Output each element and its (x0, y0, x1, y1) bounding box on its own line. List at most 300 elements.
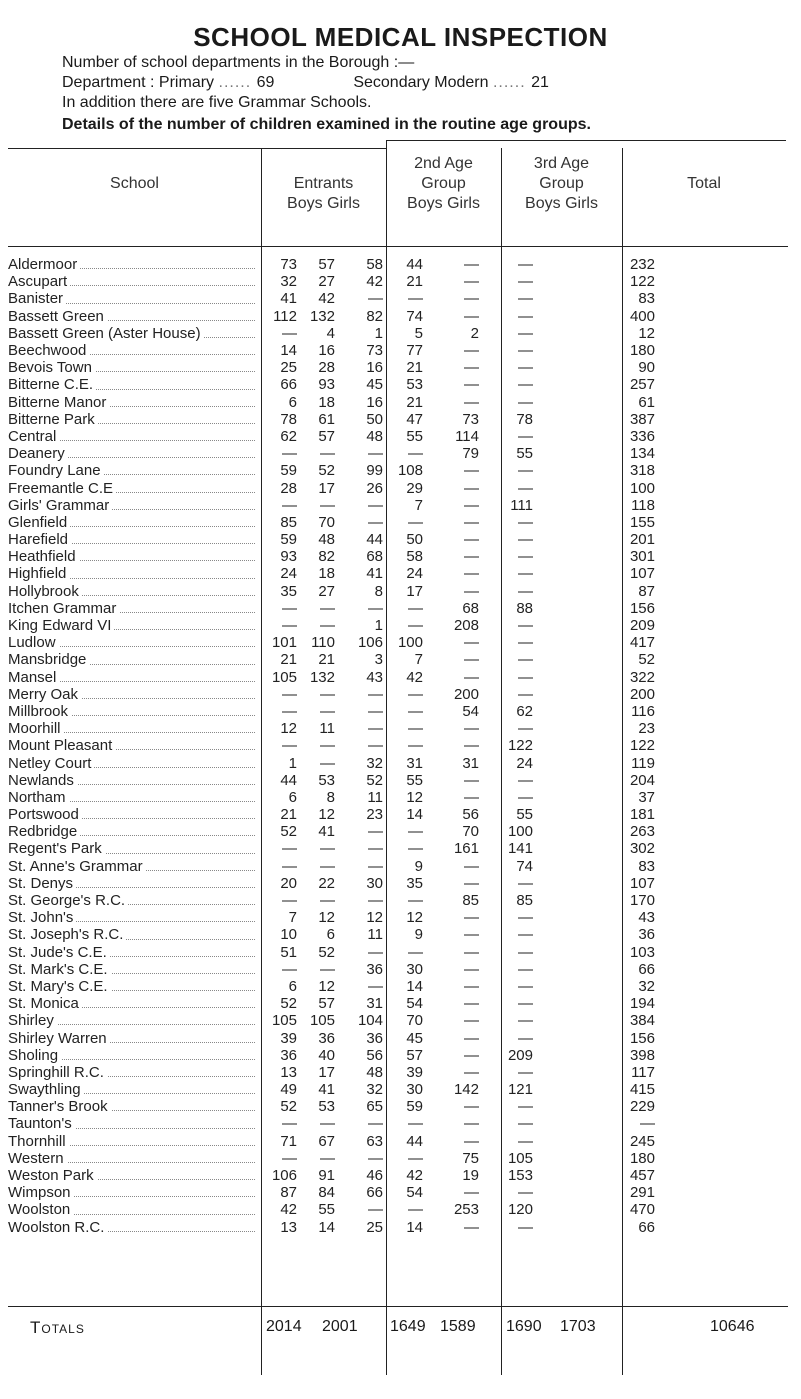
table-row (8, 892, 655, 909)
table-row (8, 531, 655, 548)
cell-eg: 48 (318, 531, 335, 549)
cell-tb: — (464, 1115, 479, 1133)
cell-sg: 100 (397, 634, 423, 652)
table-row (8, 634, 655, 651)
cell-total: 263 (629, 823, 655, 841)
cell-eg: — (320, 857, 335, 875)
cell-sg: — (408, 943, 423, 961)
school-name: Swaythling (8, 1081, 84, 1098)
cell-tg: — (518, 548, 533, 566)
school-name: Banister (8, 290, 66, 307)
school-name-cell (8, 634, 261, 651)
table-row (8, 1184, 655, 1201)
school-name-cell (8, 686, 261, 703)
cell-eg: 93 (318, 376, 335, 394)
table-row (8, 325, 655, 342)
cell-tb: — (464, 582, 479, 600)
cell-tb: 75 (462, 1149, 479, 1167)
table-row (8, 411, 655, 428)
cell-eb: 28 (280, 479, 297, 497)
cell-sb: 32 (366, 754, 383, 772)
table-row (8, 548, 655, 565)
header-rule (8, 246, 788, 247)
cell-sg: 45 (406, 1029, 423, 1047)
school-name: Tanner's Brook (8, 1098, 111, 1115)
cell-eg: 4 (326, 324, 335, 342)
school-name: Wimpson (8, 1184, 74, 1201)
cell-eg: 12 (318, 806, 335, 824)
school-name-cell (8, 290, 261, 307)
cell-eb: 21 (280, 651, 297, 669)
cell-tb: 54 (462, 702, 479, 720)
school-name-cell (8, 583, 261, 600)
cell-sg: — (408, 823, 423, 841)
cell-eb: 12 (280, 720, 297, 738)
cell-eb: 73 (280, 256, 297, 274)
totals-3rd-boys: 1690 (506, 1318, 542, 1335)
cell-total: 301 (629, 548, 655, 566)
table-row (8, 772, 655, 789)
school-name: Itchen Grammar (8, 600, 119, 617)
cell-total: 229 (629, 1098, 655, 1116)
cell-tg: — (518, 376, 533, 394)
cell-tb: — (464, 668, 479, 686)
cell-sg: 47 (406, 410, 423, 428)
cell-total: 61 (638, 393, 655, 411)
school-name: Thornhill (8, 1133, 69, 1150)
school-name-cell (8, 754, 261, 771)
table-row (8, 428, 655, 445)
school-name-cell (8, 308, 261, 325)
cell-tg: 111 (510, 496, 533, 514)
cell-total: 134 (629, 445, 655, 463)
school-name: St. Jude's C.E. (8, 944, 110, 961)
school-name: Bassett Green (8, 308, 107, 325)
cell-tg: — (518, 1218, 533, 1236)
cell-total: 245 (629, 1132, 655, 1150)
school-name-cell (8, 462, 261, 479)
cell-sg: — (408, 702, 423, 720)
cell-eb: 24 (280, 565, 297, 583)
school-name: Millbrook (8, 703, 71, 720)
cell-sg: — (408, 1115, 423, 1133)
intro-line: Number of school departments in the Borough :— (62, 54, 415, 71)
cell-total: 122 (629, 737, 655, 755)
school-name-cell (8, 1133, 261, 1150)
school-name-cell (8, 1219, 261, 1236)
cell-tg: 24 (516, 754, 533, 772)
cell-sg: 21 (406, 359, 423, 377)
school-name-cell (8, 411, 261, 428)
cell-tb: 208 (453, 617, 479, 635)
cell-eb: 52 (280, 1098, 297, 1116)
cell-tb: — (464, 479, 479, 497)
cell-eg: 27 (318, 582, 335, 600)
cell-tb: — (464, 960, 479, 978)
cell-total: 66 (638, 960, 655, 978)
header-3rd-age (501, 154, 622, 214)
cell-tg: 55 (516, 445, 533, 463)
cell-tb: — (464, 874, 479, 892)
table-row (8, 308, 655, 325)
cell-tb: — (464, 359, 479, 377)
cell-tb: — (464, 548, 479, 566)
cell-eb: 1 (288, 754, 297, 772)
cell-sb: 36 (366, 960, 383, 978)
cell-eb: 59 (280, 531, 297, 549)
cell-sg: 14 (406, 806, 423, 824)
cell-tg: 105 (507, 1149, 533, 1167)
school-name-cell (8, 1184, 261, 1201)
cell-tb: 70 (462, 823, 479, 841)
cell-sg: 58 (406, 548, 423, 566)
cell-eg: 17 (318, 1063, 335, 1081)
cell-sb: 50 (366, 410, 383, 428)
cell-sb: — (368, 1115, 383, 1133)
department-label: Department : Primary (62, 74, 215, 91)
cell-tg: — (518, 324, 533, 342)
cell-eg: — (320, 840, 335, 858)
cell-tb: — (464, 290, 479, 308)
school-name: Deanery (8, 445, 68, 462)
cell-eg: 17 (318, 479, 335, 497)
table-row (8, 583, 655, 600)
table-row (8, 565, 655, 582)
cell-tg: — (518, 1012, 533, 1030)
cell-sg: 108 (397, 462, 423, 480)
school-name-cell (8, 1098, 261, 1115)
school-name: Harefield (8, 531, 71, 548)
cell-eg: 105 (309, 1012, 335, 1030)
cell-eb: 101 (271, 634, 297, 652)
cell-sb: — (368, 513, 383, 531)
cell-eg: 82 (318, 548, 335, 566)
cell-tb: 68 (462, 599, 479, 617)
cell-tg: — (518, 926, 533, 944)
cell-total: 398 (629, 1046, 655, 1064)
cell-sb: 16 (366, 393, 383, 411)
cell-eg: 41 (318, 1081, 335, 1099)
cell-total: 118 (631, 496, 655, 514)
cell-sb: 48 (366, 1063, 383, 1081)
totals-entrants-boys: 2014 (266, 1318, 302, 1335)
cell-eg: — (320, 1115, 335, 1133)
table-row (8, 1012, 655, 1029)
cell-tg: — (518, 617, 533, 635)
table-row (8, 600, 655, 617)
school-name-cell (8, 479, 261, 496)
cell-sb: — (368, 1201, 383, 1219)
cell-eb: 112 (273, 307, 297, 325)
cell-total: 417 (629, 634, 655, 652)
cell-total: 83 (638, 290, 655, 308)
cell-sg: 29 (406, 479, 423, 497)
cell-total: 170 (629, 892, 655, 910)
cell-eb: 21 (280, 806, 297, 824)
school-name-cell (8, 342, 261, 359)
cell-eg: 52 (318, 943, 335, 961)
school-name-cell (8, 944, 261, 961)
cell-total: — (640, 1115, 655, 1133)
school-name-cell (8, 531, 261, 548)
inspection-table (8, 256, 655, 1236)
table-row (8, 909, 655, 926)
cell-tg: — (518, 256, 533, 274)
cell-eb: 85 (280, 513, 297, 531)
cell-eb: — (282, 1149, 297, 1167)
cell-tb: — (464, 1063, 479, 1081)
cell-total: 209 (629, 617, 655, 635)
school-name-cell (8, 565, 261, 582)
cell-tb: 79 (462, 445, 479, 463)
cell-eb: 20 (280, 874, 297, 892)
cell-total: 43 (638, 909, 655, 927)
school-name: Merry Oak (8, 686, 81, 703)
cell-tb: 85 (462, 892, 479, 910)
secondary-count: 21 (531, 74, 549, 91)
school-name: Ascupart (8, 273, 70, 290)
cell-sb: 63 (366, 1132, 383, 1150)
cell-total: 12 (638, 324, 655, 342)
table-row (8, 1047, 655, 1064)
cell-sb: 23 (366, 806, 383, 824)
cell-tb: — (464, 788, 479, 806)
cell-eg: — (320, 702, 335, 720)
cell-sb: — (368, 1149, 383, 1167)
school-name-cell (8, 669, 261, 686)
school-name-cell (8, 394, 261, 411)
school-name-cell (8, 1047, 261, 1064)
table-row (8, 737, 655, 754)
cell-sg: 54 (406, 995, 423, 1013)
table-row (8, 703, 655, 720)
cell-eb: 36 (280, 1046, 297, 1064)
cell-tb: 2 (470, 324, 479, 342)
school-name: Weston Park (8, 1167, 97, 1184)
cell-sg: 31 (406, 754, 423, 772)
cell-total: 117 (631, 1063, 655, 1081)
cell-sb: 1 (374, 324, 383, 342)
cell-eb: — (282, 685, 297, 703)
school-name-cell (8, 325, 261, 342)
school-name: Girls' Grammar (8, 497, 112, 514)
cell-sb: 48 (366, 427, 383, 445)
cell-tg: — (518, 582, 533, 600)
cell-eb: — (282, 857, 297, 875)
school-name: Glenfield (8, 514, 70, 531)
cell-eb: 7 (288, 909, 297, 927)
school-name: Sholing (8, 1047, 61, 1064)
cell-tg: — (518, 273, 533, 291)
header-total: Total (687, 175, 721, 192)
cell-tg: 85 (516, 892, 533, 910)
cell-sg: — (408, 290, 423, 308)
cell-sg: — (408, 617, 423, 635)
cell-tg: — (518, 1029, 533, 1047)
school-name: Portswood (8, 806, 82, 823)
cell-eb: — (282, 599, 297, 617)
cell-sg: 55 (406, 771, 423, 789)
table-row (8, 978, 655, 995)
cell-total: 87 (638, 582, 655, 600)
cell-eg: 53 (318, 1098, 335, 1116)
cell-total: 181 (629, 806, 655, 824)
table-row (8, 462, 655, 479)
school-name: Shirley Warren (8, 1030, 110, 1047)
cell-sb: — (368, 840, 383, 858)
cell-tg: — (518, 960, 533, 978)
school-name: Bitterne Park (8, 411, 98, 428)
table-row (8, 858, 655, 875)
table-row (8, 1201, 655, 1218)
cell-tb: 19 (462, 1167, 479, 1185)
cell-eg: 36 (318, 1029, 335, 1047)
cell-sg: 9 (414, 857, 423, 875)
cell-eg: 6 (326, 926, 335, 944)
cell-tg: — (518, 1063, 533, 1081)
table-row (8, 342, 655, 359)
school-name: Moorhill (8, 720, 64, 737)
cell-eb: 66 (280, 376, 297, 394)
school-name-cell (8, 875, 261, 892)
cell-eg: 67 (318, 1132, 335, 1150)
cell-sb: 44 (366, 531, 383, 549)
school-name-cell (8, 445, 261, 462)
cell-eb: 42 (280, 1201, 297, 1219)
school-name-cell (8, 1012, 261, 1029)
cell-eb: 6 (288, 977, 297, 995)
table-row (8, 1150, 655, 1167)
cell-eg: 18 (318, 565, 335, 583)
cell-tb: — (464, 496, 479, 514)
cell-total: 415 (629, 1081, 655, 1099)
school-name-cell (8, 359, 261, 376)
cell-eg: 84 (318, 1184, 335, 1202)
school-name-cell (8, 892, 261, 909)
cell-sg: 9 (414, 926, 423, 944)
cell-tg: — (518, 565, 533, 583)
table-row (8, 875, 655, 892)
school-name-cell (8, 617, 261, 634)
cell-eg: — (320, 685, 335, 703)
school-name: Aldermoor (8, 256, 80, 273)
school-name: Ludlow (8, 634, 59, 651)
cell-total: 103 (629, 943, 655, 961)
school-name: Heathfield (8, 548, 79, 565)
school-name: St. John's (8, 909, 76, 926)
cell-eg: 57 (318, 995, 335, 1013)
cell-total: 232 (629, 256, 655, 274)
cell-tg: 121 (507, 1081, 533, 1099)
table-row (8, 651, 655, 668)
cell-eg: 12 (318, 909, 335, 927)
cell-total: 107 (629, 874, 655, 892)
cell-tg: — (518, 462, 533, 480)
school-name: St. George's R.C. (8, 892, 128, 909)
school-name-cell (8, 789, 261, 806)
cell-sg: 59 (406, 1098, 423, 1116)
totals-grand-total: 10646 (710, 1318, 755, 1335)
school-name: St. Monica (8, 995, 82, 1012)
cell-sb: — (368, 857, 383, 875)
cell-tg: — (518, 427, 533, 445)
cell-eg: — (320, 754, 335, 772)
cell-sb: — (368, 977, 383, 995)
cell-tg: — (518, 651, 533, 669)
cell-eb: 13 (280, 1218, 297, 1236)
cell-eg: 132 (309, 307, 335, 325)
cell-sg: 57 (406, 1046, 423, 1064)
cell-sg: 44 (406, 256, 423, 274)
cell-tg: — (518, 479, 533, 497)
cell-sg: 24 (406, 565, 423, 583)
header-2nd-age-label: 2nd Age (414, 155, 473, 172)
school-name: Woolston (8, 1201, 73, 1218)
cell-total: 116 (631, 702, 655, 720)
cell-eg: — (320, 1149, 335, 1167)
cell-eg: 42 (318, 290, 335, 308)
cell-sb: 99 (366, 462, 383, 480)
header-2nd-age (386, 154, 501, 214)
header-boys-girls: Boys Girls (287, 195, 360, 212)
cell-eb: 13 (280, 1063, 297, 1081)
cell-sg: 50 (406, 531, 423, 549)
school-name-cell (8, 858, 261, 875)
table-row (8, 961, 655, 978)
school-name-cell (8, 514, 261, 531)
school-name-cell (8, 978, 261, 995)
cell-total: 400 (629, 307, 655, 325)
cell-sg: 42 (406, 1167, 423, 1185)
cell-sg: 21 (406, 393, 423, 411)
school-name: Taunton's (8, 1115, 75, 1132)
cell-total: 318 (629, 462, 655, 480)
school-name-cell (8, 1029, 261, 1046)
cell-sg: 77 (406, 342, 423, 360)
cell-eg: 8 (326, 788, 335, 806)
cell-tb: — (464, 1184, 479, 1202)
cell-tg: — (518, 943, 533, 961)
cell-tg: 209 (507, 1046, 533, 1064)
cell-total: 156 (629, 599, 655, 617)
cell-sg: 39 (406, 1063, 423, 1081)
cell-sg: — (408, 1201, 423, 1219)
cell-total: 100 (629, 479, 655, 497)
table-row (8, 1167, 655, 1184)
cell-tg: — (518, 634, 533, 652)
cell-sg: 30 (406, 1081, 423, 1099)
school-name-cell (8, 961, 261, 978)
cell-sb: — (368, 685, 383, 703)
cell-tg: — (518, 977, 533, 995)
table-top-rule (8, 148, 386, 149)
cell-total: 201 (629, 531, 655, 549)
cell-eg: — (320, 737, 335, 755)
cell-eg: 18 (318, 393, 335, 411)
school-name-cell (8, 651, 261, 668)
school-name-cell (8, 548, 261, 565)
cell-sg: 35 (406, 874, 423, 892)
cell-total: 37 (638, 788, 655, 806)
cell-total: 387 (629, 410, 655, 428)
cell-tg: — (518, 359, 533, 377)
table-row (8, 686, 655, 703)
cell-total: 180 (629, 1149, 655, 1167)
cell-sb: — (368, 823, 383, 841)
cell-sb: 36 (366, 1029, 383, 1047)
cell-sb: 106 (357, 634, 383, 652)
cell-eb: — (282, 702, 297, 720)
